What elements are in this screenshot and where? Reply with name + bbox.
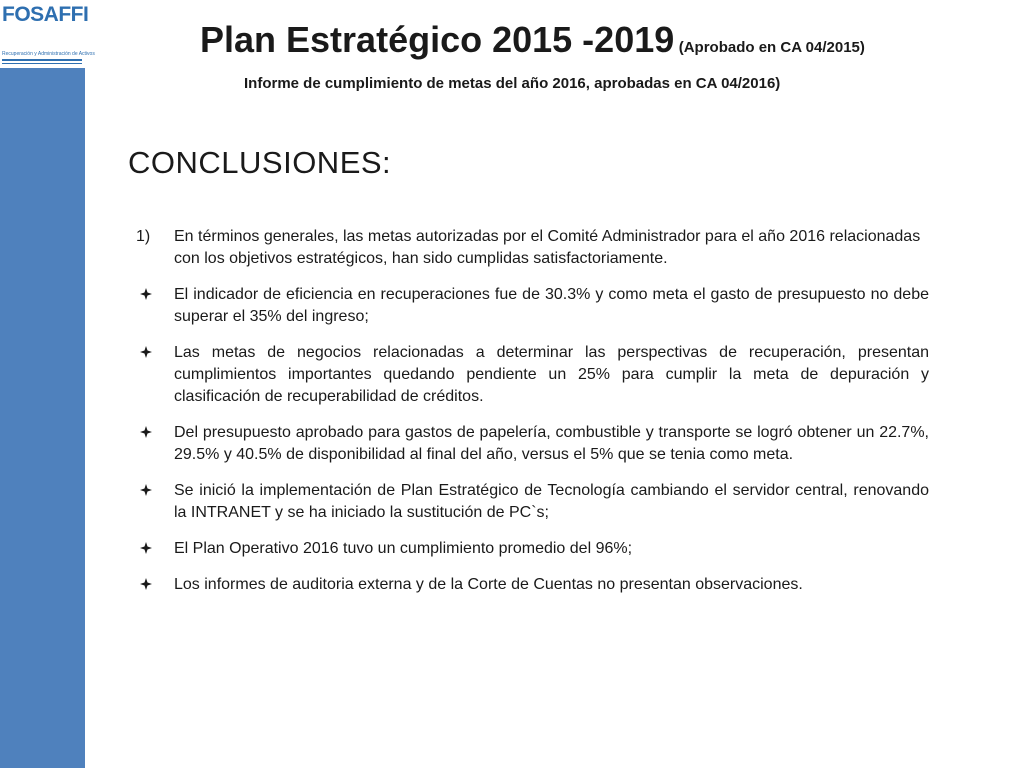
item-text: Del presupuesto aprobado para gastos de papelería, combustible y transporte se logró obtener un 22.7%, 29.5% y 40.5% de disponibilidad al final del año, versus el 5% que se tenia como meta.: [174, 424, 929, 463]
list-item: [136, 422, 929, 466]
list-item: [136, 480, 929, 524]
diamond-bullet-icon: [136, 480, 174, 524]
list-item: [136, 342, 929, 408]
list-item: [136, 226, 929, 270]
item-text: Los informes de auditoria externa y de la Corte de Cuentas no presentan observaciones.: [174, 576, 803, 593]
list-item: [136, 538, 929, 560]
fosaffi-logo: [0, 0, 95, 68]
item-text: Se inició la implementación de Plan Estratégico de Tecnología cambiando el servidor central, renovando la INTRANET y se ha iniciado la sustitución de PC`s;: [174, 482, 929, 521]
page-subtitle: Informe de cumplimiento de metas del año 2016, aprobadas en CA 04/2016): [244, 75, 781, 92]
conclusions-list: [136, 226, 929, 610]
diamond-bullet-icon: [136, 342, 174, 408]
section-heading: CONCLUSIONES:: [128, 145, 392, 180]
title-main: Plan Estratégico 2015 -2019: [200, 19, 675, 60]
logo-underline-decoration: [2, 59, 82, 66]
sidebar-band: [0, 0, 95, 768]
diamond-bullet-icon: [136, 538, 174, 560]
item-text: El indicador de eficiencia en recuperaciones fue de 30.3% y como meta el gasto de presupuesto no debe superar el 35% del ingreso;: [174, 286, 929, 325]
item-text: El Plan Operativo 2016 tuvo un cumplimiento promedio del 96%;: [174, 540, 633, 557]
item-number: 1): [136, 228, 151, 245]
logo-tagline: Recuperación y Administración de Activos: [2, 51, 95, 57]
list-item: [136, 574, 929, 596]
item-text: En términos generales, las metas autorizadas por el Comité Administrador para el año 2016 relacionadas con los objetivos estratégicos, han sido cumplidas satisfactoriamente.: [174, 228, 921, 267]
logo-wordmark: FOSAFFI: [2, 3, 89, 26]
diamond-bullet-icon: [136, 574, 174, 596]
diamond-bullet-icon: [136, 284, 174, 328]
page-title: [200, 19, 865, 60]
list-item: [136, 284, 929, 328]
diamond-bullet-icon: [136, 422, 174, 466]
item-text: Las metas de negocios relacionadas a determinar las perspectivas de recuperación, presentan cumplimientos importantes quedando pendiente un 25% para cumplir la meta de depuración y clasificación de recuperabilidad de créditos.: [174, 344, 929, 405]
title-note: (Aprobado en CA 04/2015): [678, 39, 865, 56]
